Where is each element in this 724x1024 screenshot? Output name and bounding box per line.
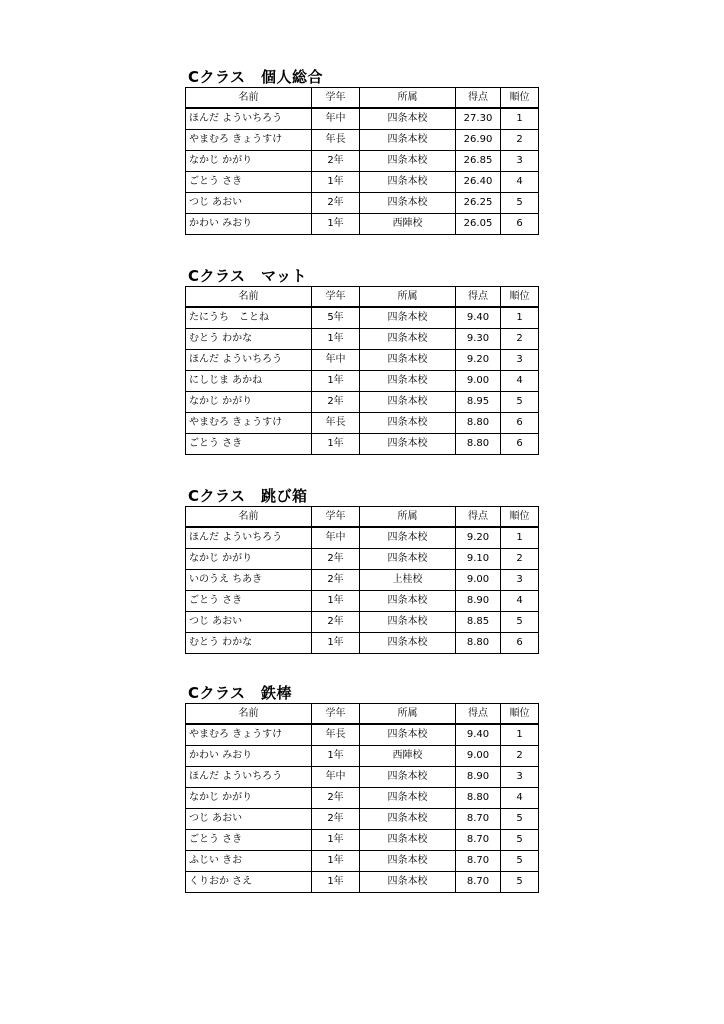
cell-score: 26.90	[456, 130, 501, 151]
cell-score: 9.00	[456, 371, 501, 392]
cell-grade: 1年	[312, 371, 360, 392]
header-row	[186, 287, 539, 308]
table-row	[186, 413, 539, 434]
table-row	[186, 591, 539, 612]
cell-rank: 2	[501, 549, 539, 570]
cell-grade: 2年	[312, 788, 360, 809]
cell-grade: 1年	[312, 830, 360, 851]
table-row	[186, 809, 539, 830]
header-name: 名前	[186, 704, 312, 725]
cell-grade: 2年	[312, 392, 360, 413]
cell-name: むとう わかな	[186, 633, 312, 654]
cell-rank: 5	[501, 809, 539, 830]
vault-section	[185, 486, 538, 654]
cell-rank: 3	[501, 767, 539, 788]
cell-name: ごとう さき	[186, 434, 312, 455]
table-row	[186, 788, 539, 809]
table-row	[186, 851, 539, 872]
header-row	[186, 704, 539, 725]
cell-score: 9.30	[456, 329, 501, 350]
cell-score: 26.05	[456, 214, 501, 235]
cell-rank: 3	[501, 151, 539, 172]
cell-grade: 年長	[312, 724, 360, 746]
cell-school: 四条本校	[360, 809, 456, 830]
cell-rank: 3	[501, 570, 539, 591]
cell-name: なかじ かがり	[186, 549, 312, 570]
cell-school: 四条本校	[360, 193, 456, 214]
cell-rank: 5	[501, 830, 539, 851]
cell-rank: 5	[501, 193, 539, 214]
table-row	[186, 371, 539, 392]
cell-score: 8.70	[456, 872, 501, 893]
header-name: 名前	[186, 88, 312, 109]
table-row	[186, 570, 539, 591]
cell-grade: 1年	[312, 633, 360, 654]
table-row	[186, 108, 539, 130]
cell-rank: 5	[501, 872, 539, 893]
table-row	[186, 193, 539, 214]
cell-name: つじ あおい	[186, 612, 312, 633]
cell-name: かわい みおり	[186, 214, 312, 235]
cell-grade: 1年	[312, 434, 360, 455]
header-grade: 学年	[312, 88, 360, 109]
cell-name: ごとう さき	[186, 172, 312, 193]
cell-name: ごとう さき	[186, 830, 312, 851]
table-row	[186, 872, 539, 893]
cell-name: ほんだ よういちろう	[186, 527, 312, 549]
header-score: 得点	[456, 88, 501, 109]
cell-name: ほんだ よういちろう	[186, 350, 312, 371]
cell-rank: 1	[501, 108, 539, 130]
cell-grade: 2年	[312, 809, 360, 830]
cell-score: 26.40	[456, 172, 501, 193]
cell-school: 四条本校	[360, 151, 456, 172]
cell-rank: 1	[501, 724, 539, 746]
header-name: 名前	[186, 287, 312, 308]
cell-school: 四条本校	[360, 591, 456, 612]
cell-rank: 6	[501, 633, 539, 654]
results-table	[185, 87, 539, 235]
cell-school: 四条本校	[360, 612, 456, 633]
cell-score: 8.80	[456, 633, 501, 654]
cell-school: 四条本校	[360, 108, 456, 130]
cell-name: ほんだ よういちろう	[186, 108, 312, 130]
cell-grade: 年中	[312, 767, 360, 788]
cell-rank: 4	[501, 172, 539, 193]
table-row	[186, 549, 539, 570]
cell-name: つじ あおい	[186, 809, 312, 830]
cell-school: 四条本校	[360, 329, 456, 350]
cell-grade: 1年	[312, 851, 360, 872]
cell-name: やまむろ きょうすけ	[186, 413, 312, 434]
cell-score: 27.30	[456, 108, 501, 130]
cell-score: 8.70	[456, 830, 501, 851]
cell-school: 四条本校	[360, 350, 456, 371]
cell-name: つじ あおい	[186, 193, 312, 214]
cell-rank: 6	[501, 434, 539, 455]
cell-rank: 6	[501, 413, 539, 434]
table-row	[186, 214, 539, 235]
header-school: 所属	[360, 88, 456, 109]
cell-score: 9.40	[456, 307, 501, 329]
section-title: Cクラス 跳び箱	[188, 487, 308, 505]
cell-grade: 1年	[312, 591, 360, 612]
results-table	[185, 286, 539, 455]
cell-score: 8.90	[456, 767, 501, 788]
cell-name: なかじ かがり	[186, 392, 312, 413]
cell-score: 8.80	[456, 788, 501, 809]
cell-school: 四条本校	[360, 392, 456, 413]
cell-grade: 2年	[312, 193, 360, 214]
overall-section	[185, 67, 538, 235]
cell-grade: 年長	[312, 130, 360, 151]
cell-school: 四条本校	[360, 307, 456, 329]
cell-school: 四条本校	[360, 371, 456, 392]
cell-rank: 4	[501, 788, 539, 809]
table-row	[186, 527, 539, 549]
cell-score: 26.25	[456, 193, 501, 214]
cell-grade: 2年	[312, 549, 360, 570]
cell-name: やまむろ きょうすけ	[186, 724, 312, 746]
table-row	[186, 392, 539, 413]
cell-school: 西陣校	[360, 214, 456, 235]
cell-grade: 1年	[312, 746, 360, 767]
header-rank: 順位	[501, 287, 539, 308]
header-school: 所属	[360, 287, 456, 308]
cell-school: 西陣校	[360, 746, 456, 767]
section-title: Cクラス 個人総合	[188, 68, 324, 86]
header-grade: 学年	[312, 287, 360, 308]
header-row	[186, 88, 539, 109]
cell-score: 8.70	[456, 851, 501, 872]
header-row	[186, 507, 539, 528]
table-row	[186, 434, 539, 455]
header-score: 得点	[456, 287, 501, 308]
cell-rank: 5	[501, 612, 539, 633]
cell-school: 四条本校	[360, 549, 456, 570]
cell-grade: 1年	[312, 172, 360, 193]
header-school: 所属	[360, 507, 456, 528]
cell-school: 四条本校	[360, 413, 456, 434]
header-grade: 学年	[312, 704, 360, 725]
table-row	[186, 329, 539, 350]
table-row	[186, 307, 539, 329]
cell-rank: 2	[501, 329, 539, 350]
cell-rank: 6	[501, 214, 539, 235]
table-row	[186, 612, 539, 633]
cell-name: なかじ かがり	[186, 151, 312, 172]
cell-score: 9.00	[456, 570, 501, 591]
cell-grade: 2年	[312, 151, 360, 172]
results-table	[185, 703, 539, 893]
cell-school: 上桂校	[360, 570, 456, 591]
cell-name: むとう わかな	[186, 329, 312, 350]
cell-school: 四条本校	[360, 851, 456, 872]
cell-grade: 5年	[312, 307, 360, 329]
results-table	[185, 506, 539, 654]
section-title: Cクラス 鉄棒	[188, 684, 293, 702]
cell-score: 9.40	[456, 724, 501, 746]
cell-score: 8.90	[456, 591, 501, 612]
mat-section	[185, 266, 538, 455]
cell-school: 四条本校	[360, 527, 456, 549]
cell-grade: 2年	[312, 570, 360, 591]
cell-rank: 5	[501, 392, 539, 413]
cell-name: かわい みおり	[186, 746, 312, 767]
cell-score: 8.70	[456, 809, 501, 830]
cell-score: 9.10	[456, 549, 501, 570]
cell-school: 四条本校	[360, 633, 456, 654]
cell-name: やまむろ きょうすけ	[186, 130, 312, 151]
cell-score: 8.85	[456, 612, 501, 633]
cell-name: いのうえ ちあき	[186, 570, 312, 591]
cell-grade: 2年	[312, 612, 360, 633]
cell-name: ふじい きお	[186, 851, 312, 872]
cell-school: 四条本校	[360, 767, 456, 788]
bar-section	[185, 683, 538, 893]
cell-rank: 1	[501, 307, 539, 329]
table-row	[186, 151, 539, 172]
cell-grade: 年中	[312, 108, 360, 130]
cell-score: 9.20	[456, 350, 501, 371]
cell-rank: 2	[501, 130, 539, 151]
table-row	[186, 350, 539, 371]
table-row	[186, 130, 539, 151]
table-row	[186, 172, 539, 193]
cell-name: ほんだ よういちろう	[186, 767, 312, 788]
header-score: 得点	[456, 704, 501, 725]
cell-school: 四条本校	[360, 172, 456, 193]
cell-school: 四条本校	[360, 434, 456, 455]
cell-rank: 2	[501, 746, 539, 767]
cell-name: ごとう さき	[186, 591, 312, 612]
cell-grade: 年中	[312, 350, 360, 371]
cell-grade: 1年	[312, 329, 360, 350]
cell-rank: 4	[501, 371, 539, 392]
cell-name: くりおか さえ	[186, 872, 312, 893]
header-school: 所属	[360, 704, 456, 725]
cell-score: 8.80	[456, 413, 501, 434]
cell-score: 9.00	[456, 746, 501, 767]
cell-score: 26.85	[456, 151, 501, 172]
cell-school: 四条本校	[360, 872, 456, 893]
cell-grade: 年長	[312, 413, 360, 434]
cell-grade: 年中	[312, 527, 360, 549]
cell-school: 四条本校	[360, 830, 456, 851]
cell-school: 四条本校	[360, 724, 456, 746]
header-rank: 順位	[501, 88, 539, 109]
cell-name: なかじ かがり	[186, 788, 312, 809]
table-row	[186, 746, 539, 767]
header-rank: 順位	[501, 507, 539, 528]
table-row	[186, 633, 539, 654]
header-score: 得点	[456, 507, 501, 528]
cell-rank: 4	[501, 591, 539, 612]
section-title: Cクラス マット	[188, 267, 307, 285]
table-row	[186, 830, 539, 851]
header-grade: 学年	[312, 507, 360, 528]
cell-school: 四条本校	[360, 130, 456, 151]
cell-grade: 1年	[312, 872, 360, 893]
cell-rank: 1	[501, 527, 539, 549]
cell-name: にしじま あかね	[186, 371, 312, 392]
cell-school: 四条本校	[360, 788, 456, 809]
header-rank: 順位	[501, 704, 539, 725]
table-row	[186, 767, 539, 788]
cell-grade: 1年	[312, 214, 360, 235]
cell-score: 8.80	[456, 434, 501, 455]
cell-rank: 5	[501, 851, 539, 872]
cell-score: 9.20	[456, 527, 501, 549]
cell-rank: 3	[501, 350, 539, 371]
cell-score: 8.95	[456, 392, 501, 413]
table-row	[186, 724, 539, 746]
header-name: 名前	[186, 507, 312, 528]
cell-name: たにうち ことね	[186, 307, 312, 329]
